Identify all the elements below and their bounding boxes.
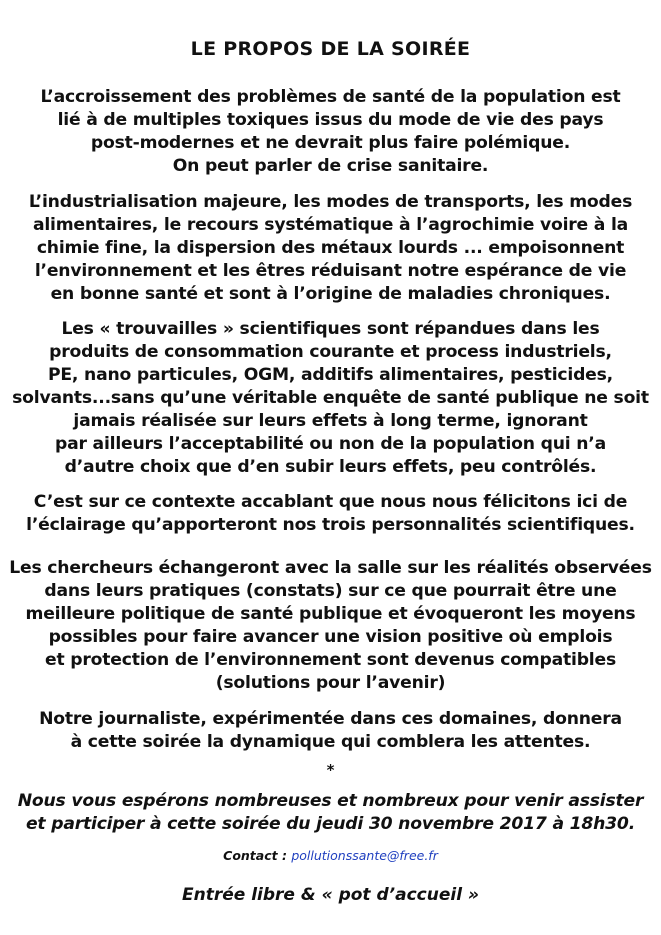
text-line: et protection de l’environnement sont devenus compatibles [45,650,616,670]
text-line: par ailleurs l’acceptabilité ou non de la population qui n’a [55,434,606,454]
text-line: (solutions pour l’avenir) [215,673,446,693]
entry-note: Entrée libre & « pot d’accueil » [182,885,479,905]
page-title: LE PROPOS DE LA SOIRÉE [190,38,471,60]
text-line: Les chercheurs échangeront avec la salle sur les réalités observées [9,558,652,578]
text-line: en bonne santé et sont à l’origine de maladies chroniques. [50,284,611,304]
paragraph-context [0,491,661,537]
paragraph-journalist [0,708,661,754]
text-line: L’industrialisation majeure, les modes de transports, les modes [28,192,633,212]
text-line: chimie fine, la dispersion des métaux lourds ... empoisonnent [36,238,625,258]
paragraph-invitation [0,790,661,836]
paragraph-scientific-findings [0,318,661,479]
contact-label: Contact : [223,848,287,863]
separator-star: * [326,761,335,779]
text-line: Notre journaliste, expérimentée dans ces domaines, donnera [39,709,622,729]
paragraph-industrialisation [0,191,661,306]
text-line: produits de consommation courante et process industriels, [49,342,612,362]
text-line: et participer à cette soirée du jeudi 30 novembre 2017 à 18h30. [25,814,636,834]
text-line: C’est sur ce contexte accablant que nous nous félicitons ici de [33,492,628,512]
text-line: On peut parler de crise sanitaire. [172,156,489,176]
text-line: à cette soirée la dynamique qui comblera les attentes. [70,732,591,752]
text-line: d’autre choix que d’en subir leurs effets, peu contrôlés. [64,457,597,477]
text-line: meilleure politique de santé publique et évoqueront les moyens [25,604,636,624]
text-line: Nous vous espérons nombreuses et nombreux pour venir assister [17,791,644,811]
text-line: possibles pour faire avancer une vision positive où emplois [48,627,613,647]
contact-email-link[interactable]: pollutionssante@free.fr [291,848,438,863]
paragraph-health-problems [0,86,661,178]
text-line: L’accroissement des problèmes de santé de la population est [40,87,621,107]
text-line: l’environnement et les êtres réduisant notre espérance de vie [34,261,627,281]
text-line: dans leurs pratiques (constats) sur ce que pourrait être une [44,581,617,601]
text-line: lié à de multiples toxiques issus du mode de vie des pays [57,110,604,130]
text-line: jamais réalisée sur leurs effets à long terme, ignorant [73,411,588,431]
text-line: PE, nano particules, OGM, additifs alimentaires, pesticides, [47,365,613,385]
text-line: alimentaires, le recours systématique à l’agrochimie voire à la [32,215,629,235]
text-line: Les « trouvailles » scientifiques sont répandues dans les [61,319,600,339]
contact-line [0,848,661,863]
text-line: solvants...sans qu’une véritable enquête de santé publique ne soit [12,388,649,408]
text-line: post-modernes et ne devrait plus faire polémique. [90,133,571,153]
paragraph-researchers [0,557,661,695]
text-line: l’éclairage qu’apporteront nos trois personnalités scientifiques. [26,515,635,535]
